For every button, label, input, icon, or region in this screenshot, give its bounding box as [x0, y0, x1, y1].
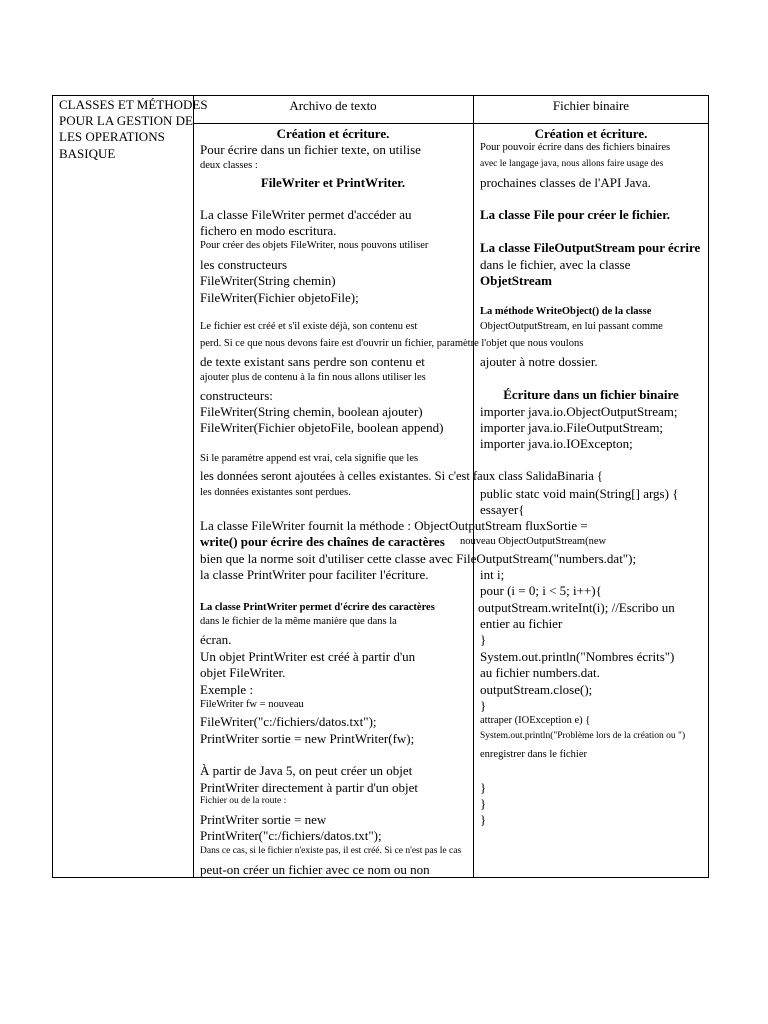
binary-col-line: importer java.io.FileOutputStream; — [480, 420, 664, 435]
text-col-line: Un objet PrintWriter est créé à partir d'un — [200, 649, 416, 664]
text-col-heading: Création et écriture. — [276, 126, 390, 141]
binary-col-line: } — [480, 796, 487, 811]
text-col-line: Dans ce cas, si le fichier n'existe pas, il est créé. Si ce n'est pas le cas — [200, 846, 462, 856]
text-col-line: write() pour écrire des chaînes de caractères — [200, 534, 445, 549]
binary-col-line: public statc void main(String[] args) { — [480, 486, 679, 501]
text-col-line: La classe FileWriter fournit la méthode : ObjectOutputStream fluxSortie = — [200, 518, 588, 533]
text-col-line: de texte existant sans perdre son contenu et — [200, 354, 425, 369]
binary-col-line: ObjectOutputStream, en lui passant comme — [480, 321, 663, 332]
text-col-line: les données seront ajoutées à celles existantes. Si c'est faux class SalidaBinaria { — [200, 469, 603, 483]
binary-col-line: System.out.println("Problème lors de la création ou ") — [480, 731, 686, 741]
text-col-line: écran. — [200, 632, 232, 647]
text-col-line: bien que la norme soit d'utiliser cette classe avec FileOutputStream("numbers.dat"); — [200, 551, 637, 566]
binary-col-line: au fichier numbers.dat. — [480, 665, 600, 680]
text-col-line: Pour écrire dans un fichier texte, on utilise — [200, 142, 421, 157]
column-divider-1 — [193, 95, 194, 878]
text-col-line: FileWriter(String chemin) — [200, 273, 336, 288]
binary-col-line: System.out.println("Nombres écrits") — [480, 649, 675, 664]
text-col-line: PrintWriter sortie = new PrintWriter(fw); — [200, 731, 415, 746]
header-text-file: Archivo de texto — [289, 98, 377, 113]
binary-col-line: enregistrer dans le fichier — [480, 749, 587, 760]
binary-col-line: avec le langage java, nous allons faire usage des — [480, 159, 664, 169]
text-col-line: FileWriter("c:/fichiers/datos.txt"); — [200, 714, 377, 729]
text-col-line: nouveau ObjectOutputStream(new — [460, 536, 607, 547]
text-col-line: La classe PrintWriter permet d'écrire des caractères — [200, 602, 435, 613]
binary-col-line: pour (i = 0; i < 5; i++){ — [480, 583, 602, 598]
text-col-line: les constructeurs — [200, 257, 288, 272]
text-col-line: outputStream.writeInt(i); //Escribo un — [478, 600, 675, 615]
binary-col-line: La classe File pour créer le fichier. — [480, 207, 671, 222]
binary-col-line: } — [480, 812, 487, 827]
binary-col-line: } — [480, 632, 487, 647]
text-col-line: fichero en modo escritura. — [200, 223, 337, 238]
text-col-line: la classe PrintWriter pour faciliter l'écriture. — [200, 567, 429, 582]
text-col-line: deux classes : — [200, 160, 258, 171]
text-col-line: ajouter plus de contenu à la fin nous allons utiliser les — [200, 372, 426, 383]
text-col-line: Pour créer des objets FileWriter, nous pouvons utiliser — [200, 240, 429, 251]
text-col-line: objet FileWriter. — [200, 665, 286, 680]
text-col-line: Fichier ou de la route : — [200, 796, 287, 806]
binary-col-line: ObjetStream — [480, 273, 552, 288]
text-col-line: dans le fichier de la même manière que dans la — [200, 616, 397, 627]
text-col-line: peut-on créer un fichier avec ce nom ou non — [200, 862, 430, 877]
header-binary-file: Fichier binaire — [552, 98, 630, 113]
col1-line: BASIQUE — [59, 146, 116, 161]
column-divider-2 — [473, 95, 474, 878]
text-col-line: FileWriter(String chemin, boolean ajouter) — [200, 404, 423, 419]
text-col-line: FileWriter(Fichier objetoFile, boolean append) — [200, 420, 444, 435]
header-row-divider — [193, 123, 709, 124]
binary-col-heading: Création et écriture. — [534, 126, 648, 141]
text-col-line: FileWriter(Fichier objetoFile); — [200, 290, 359, 305]
binary-col-line: Écriture dans un fichier binaire — [503, 387, 679, 402]
text-col-line: Si le paramètre append est vrai, cela signifie que les — [200, 453, 419, 464]
binary-col-line: int i; — [480, 567, 505, 582]
binary-col-line: prochaines classes de l'API Java. — [480, 175, 651, 190]
binary-col-line: Pour pouvoir écrire dans des fichiers binaires — [480, 142, 671, 153]
binary-col-line: importer java.io.IOExcepton; — [480, 436, 633, 451]
binary-col-line: attraper (IOException e) { — [480, 715, 591, 726]
text-col-line: FileWriter fw = nouveau — [200, 699, 304, 710]
binary-col-line: } — [480, 780, 487, 795]
text-col-line: FileWriter et PrintWriter. — [260, 175, 406, 190]
binary-col-line: La méthode WriteObject() de la classe — [480, 306, 652, 317]
binary-col-line: essayer{ — [480, 502, 525, 517]
text-col-line: PrintWriter directement à partir d'un objet — [200, 780, 419, 795]
binary-col-line: entier au fichier — [480, 616, 563, 631]
binary-col-line: dans le fichier, avec la classe — [480, 257, 631, 272]
text-col-line: PrintWriter("c:/fichiers/datos.txt"); — [200, 828, 382, 843]
text-col-line: PrintWriter sortie = new — [200, 812, 327, 827]
binary-col-line: La classe FileOutputStream pour écrire — [480, 240, 701, 255]
binary-col-line: } — [480, 698, 487, 713]
col1-line: POUR LA GESTION DE — [59, 113, 193, 128]
binary-col-line: ajouter à notre dossier. — [480, 354, 598, 369]
col1-line: CLASSES ET MÉTHODES — [59, 97, 208, 112]
text-col-line: perd. Si ce que nous devons faire est d'ouvrir un fichier, paramètre l'objet que nous voulons — [200, 338, 584, 349]
text-col-line: les données existantes sont perdues. — [200, 487, 351, 498]
binary-col-line: importer java.io.ObjectOutputStream; — [480, 404, 678, 419]
binary-col-line: outputStream.close(); — [480, 682, 593, 697]
text-col-line: À partir de Java 5, on peut créer un objet — [200, 763, 413, 778]
text-col-line: Exemple : — [200, 682, 254, 697]
col1-line: LES OPERATIONS — [59, 129, 165, 144]
text-col-line: constructeurs: — [200, 388, 273, 403]
text-col-line: Le fichier est créé et s'il existe déjà, son contenu est — [200, 321, 418, 332]
text-col-line: La classe FileWriter permet d'accéder au — [200, 207, 412, 222]
